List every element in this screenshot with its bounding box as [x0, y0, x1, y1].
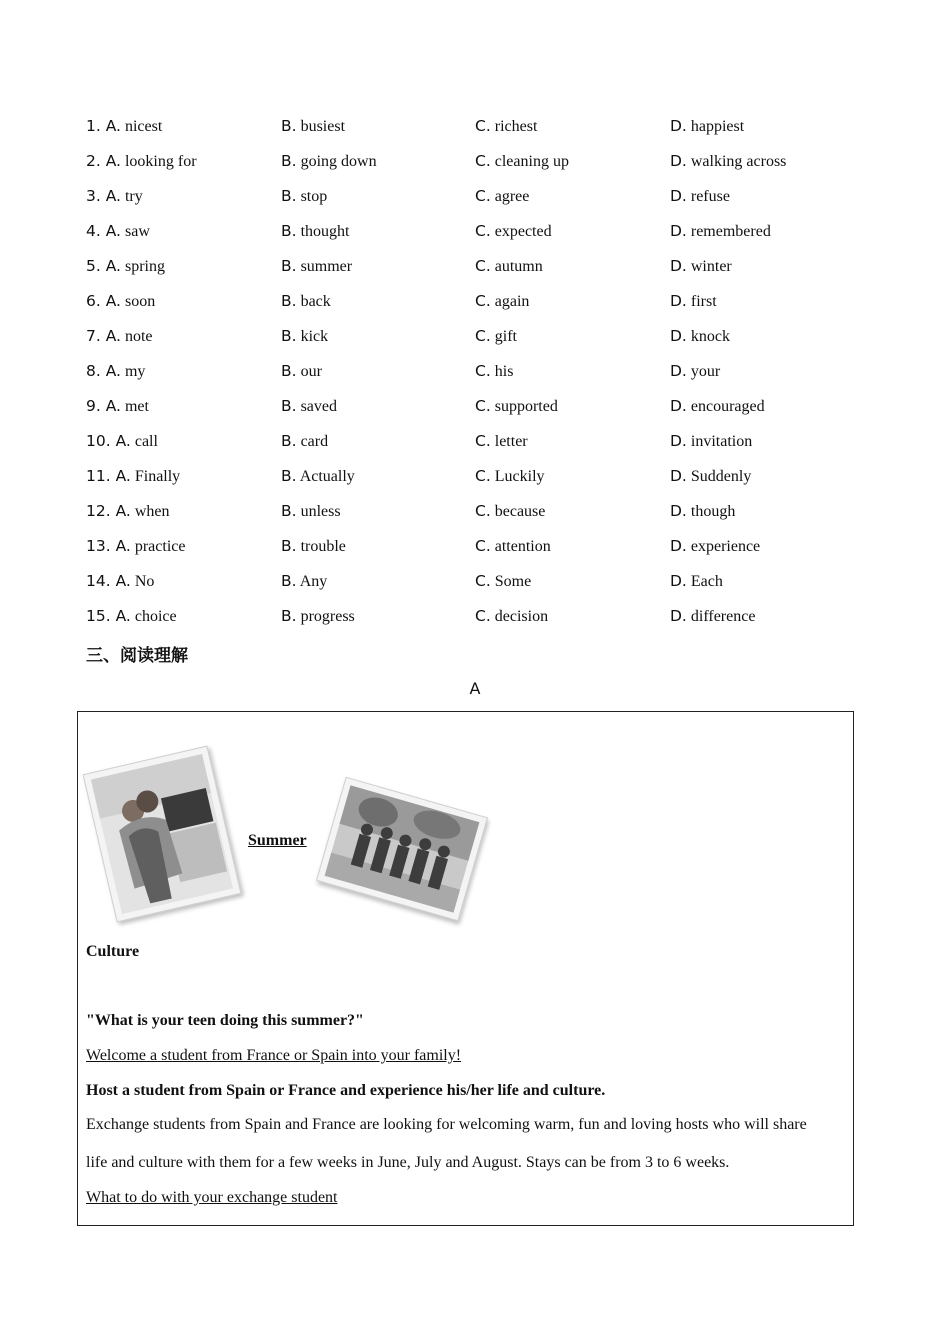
option-c-text: autumn — [494, 258, 543, 275]
option-b-text: thought — [300, 223, 350, 240]
option-d-text: remembered — [690, 223, 771, 240]
option-c — [475, 502, 545, 521]
option-b-text: our — [300, 363, 322, 380]
option-b — [281, 537, 346, 556]
option-c — [475, 292, 529, 311]
option-b-text: trouble — [300, 538, 346, 555]
question-row — [86, 572, 866, 596]
option-d — [670, 502, 735, 521]
option-d-label: D. — [670, 292, 687, 310]
option-c-text: decision — [494, 608, 549, 625]
option-a — [86, 257, 165, 276]
passage-label: A — [469, 679, 481, 698]
option-b — [281, 572, 327, 591]
option-c — [475, 327, 517, 346]
option-d-label: D. — [670, 537, 687, 555]
option-d — [670, 467, 751, 486]
option-a-text: saw — [124, 223, 150, 240]
option-a-text: soon — [124, 293, 156, 310]
paragraph-line-2: life and culture with them for a few weeks in June, July and August. Stays can be from 3 to 6 weeks. — [86, 1154, 730, 1171]
option-c-text: gift — [494, 328, 517, 345]
option-c-label: C. — [475, 152, 491, 170]
question-row — [86, 152, 866, 176]
option-d-label: D. — [670, 432, 687, 450]
question-row — [86, 397, 866, 421]
option-b-text: summer — [300, 258, 353, 275]
option-c-text: expected — [494, 223, 552, 240]
option-b-text: progress — [300, 608, 355, 625]
question-row — [86, 502, 866, 526]
culture-label: Culture — [86, 943, 140, 960]
option-d — [670, 572, 723, 591]
option-a-label: 15. A. — [86, 607, 131, 625]
option-b-label: B. — [281, 537, 297, 555]
question-row — [86, 467, 866, 491]
option-b — [281, 327, 328, 346]
option-c — [475, 572, 531, 591]
option-a-text: choice — [134, 608, 177, 625]
option-d-text: though — [690, 503, 736, 520]
option-c — [475, 537, 551, 556]
option-c-label: C. — [475, 117, 491, 135]
option-a-label: 4. A. — [86, 222, 121, 240]
option-a-text: my — [124, 363, 146, 380]
option-d-label: D. — [670, 572, 687, 590]
option-c-label: C. — [475, 502, 491, 520]
question-row — [86, 537, 866, 561]
option-b-label: B. — [281, 292, 297, 310]
option-c-label: C. — [475, 537, 491, 555]
option-b-label: B. — [281, 152, 297, 170]
option-a-label: 10. A. — [86, 432, 131, 450]
option-b-label: B. — [281, 257, 297, 275]
option-a-label: 13. A. — [86, 537, 131, 555]
paragraph-line-1: Exchange students from Spain and France are looking for welcoming warm, fun and loving hosts who will share — [86, 1116, 807, 1133]
option-d-text: your — [690, 363, 721, 380]
option-a-label: 7. A. — [86, 327, 121, 345]
option-d-label: D. — [670, 257, 687, 275]
option-d-label: D. — [670, 222, 687, 240]
option-b-label: B. — [281, 397, 297, 415]
option-d — [670, 432, 752, 451]
option-c-label: C. — [475, 257, 491, 275]
option-b — [281, 117, 345, 136]
option-b-label: B. — [281, 467, 297, 485]
option-b-text: unless — [300, 503, 341, 520]
option-c-text: richest — [494, 118, 538, 135]
option-d-text: invitation — [690, 433, 753, 450]
option-a — [86, 327, 153, 346]
option-c-text: agree — [494, 188, 530, 205]
option-b-label: B. — [281, 187, 297, 205]
what-to-do-heading: What to do with your exchange student — [86, 1189, 338, 1206]
option-c — [475, 397, 558, 416]
option-a — [86, 187, 143, 206]
option-d-text: difference — [690, 608, 756, 625]
option-a-label: 6. A. — [86, 292, 121, 310]
option-c — [475, 467, 545, 486]
question-row — [86, 117, 866, 141]
summer-label: Summer — [248, 832, 307, 849]
option-d-text: walking across — [690, 153, 787, 170]
option-a — [86, 572, 154, 591]
option-d-text: winter — [690, 258, 732, 275]
option-d-label: D. — [670, 607, 687, 625]
option-b-label: B. — [281, 117, 297, 135]
option-b — [281, 432, 328, 451]
option-c-label: C. — [475, 362, 491, 380]
option-c-text: cleaning up — [494, 153, 569, 170]
option-a-label: 5. A. — [86, 257, 121, 275]
option-a-text: No — [134, 573, 155, 590]
option-a-text: try — [124, 188, 143, 205]
option-d-text: Each — [690, 573, 723, 590]
option-a — [86, 432, 158, 451]
option-b — [281, 397, 337, 416]
option-d — [670, 187, 730, 206]
option-b-text: Any — [299, 573, 328, 590]
option-d-label: D. — [670, 502, 687, 520]
option-d-label: D. — [670, 327, 687, 345]
option-b-text: stop — [300, 188, 328, 205]
option-c-label: C. — [475, 187, 491, 205]
option-d — [670, 537, 760, 556]
option-d-label: D. — [670, 467, 687, 485]
option-c-text: because — [494, 503, 546, 520]
option-c-label: C. — [475, 292, 491, 310]
option-c-text: his — [494, 363, 514, 380]
option-a-text: when — [134, 503, 170, 520]
option-a-label: 9. A. — [86, 397, 121, 415]
option-d — [670, 397, 765, 416]
option-d-label: D. — [670, 187, 687, 205]
option-b-label: B. — [281, 362, 297, 380]
option-d — [670, 222, 771, 241]
option-a — [86, 397, 149, 416]
option-a — [86, 292, 155, 311]
option-d — [670, 362, 720, 381]
option-a — [86, 117, 162, 136]
option-a — [86, 537, 185, 556]
option-b-text: back — [300, 293, 331, 310]
option-a — [86, 467, 180, 486]
option-c-text: Some — [494, 573, 532, 590]
option-d-label: D. — [670, 117, 687, 135]
option-a-label: 1. A. — [86, 117, 121, 135]
option-c-text: Luckily — [494, 468, 545, 485]
option-b — [281, 502, 341, 521]
option-b-text: busiest — [300, 118, 346, 135]
option-b-text: saved — [300, 398, 337, 415]
option-b — [281, 222, 349, 241]
option-a-label: 8. A. — [86, 362, 121, 380]
option-d — [670, 117, 744, 136]
option-c-label: C. — [475, 397, 491, 415]
option-b-text: kick — [300, 328, 329, 345]
option-c-text: attention — [494, 538, 551, 555]
option-a — [86, 502, 170, 521]
option-c-text: again — [494, 293, 530, 310]
option-c — [475, 187, 529, 206]
option-c-text: supported — [494, 398, 558, 415]
option-b — [281, 187, 327, 206]
option-a-label: 2. A. — [86, 152, 121, 170]
question-row — [86, 607, 866, 631]
option-c — [475, 152, 569, 171]
option-b-label: B. — [281, 502, 297, 520]
option-b-label: B. — [281, 327, 297, 345]
option-c — [475, 362, 513, 381]
option-d-text: knock — [690, 328, 730, 345]
option-d-text: encouraged — [690, 398, 765, 415]
option-c-label: C. — [475, 222, 491, 240]
option-a-text: nicest — [124, 118, 163, 135]
option-b-text: Actually — [299, 468, 355, 485]
question-row — [86, 222, 866, 246]
option-c — [475, 432, 528, 451]
option-b-text: card — [300, 433, 329, 450]
option-a-label: 14. A. — [86, 572, 131, 590]
option-b-label: B. — [281, 572, 297, 590]
option-c-label: C. — [475, 327, 491, 345]
option-a-label: 12. A. — [86, 502, 131, 520]
option-b — [281, 257, 352, 276]
option-a-text: looking for — [124, 153, 197, 170]
option-b — [281, 362, 322, 381]
option-b-label: B. — [281, 222, 297, 240]
option-a-text: met — [124, 398, 149, 415]
option-d — [670, 327, 730, 346]
option-a-text: call — [134, 433, 158, 450]
option-b — [281, 152, 377, 171]
option-a — [86, 152, 197, 171]
question-row — [86, 292, 866, 316]
option-c-label: C. — [475, 607, 491, 625]
option-b-label: B. — [281, 607, 297, 625]
option-d-text: happiest — [690, 118, 745, 135]
option-d — [670, 152, 786, 171]
section-title: 三、阅读理解 — [86, 646, 188, 666]
option-d — [670, 607, 755, 626]
option-a — [86, 222, 150, 241]
option-d — [670, 292, 717, 311]
option-c — [475, 607, 548, 626]
option-c — [475, 257, 543, 276]
option-d-text: first — [690, 293, 717, 310]
option-c-label: C. — [475, 467, 491, 485]
option-c-text: letter — [494, 433, 528, 450]
option-a-text: practice — [134, 538, 186, 555]
option-d-label: D. — [670, 362, 687, 380]
option-a — [86, 362, 145, 381]
option-b — [281, 607, 355, 626]
question-row — [86, 187, 866, 211]
option-a-label: 11. A. — [86, 467, 131, 485]
question-row — [86, 327, 866, 351]
option-b — [281, 467, 355, 486]
option-d-label: D. — [670, 397, 687, 415]
option-b-label: B. — [281, 432, 297, 450]
option-c — [475, 222, 552, 241]
option-d-text: refuse — [690, 188, 730, 205]
question-row — [86, 432, 866, 456]
option-b-text: going down — [300, 153, 377, 170]
welcome-heading: Welcome a student from France or Spain into your family! — [86, 1047, 462, 1064]
host-heading: Host a student from Spain or France and experience his/her life and culture. — [86, 1082, 606, 1099]
option-a-text: spring — [124, 258, 165, 275]
option-d — [670, 257, 732, 276]
option-c-label: C. — [475, 572, 491, 590]
question-row — [86, 257, 866, 281]
option-d-text: experience — [690, 538, 761, 555]
ad-question: "What is your teen doing this summer?" — [86, 1012, 364, 1029]
option-c-label: C. — [475, 432, 491, 450]
option-d-label: D. — [670, 152, 687, 170]
question-row — [86, 362, 866, 386]
option-a — [86, 607, 177, 626]
option-b — [281, 292, 331, 311]
option-a-text: Finally — [134, 468, 181, 485]
option-c — [475, 117, 537, 136]
option-a-label: 3. A. — [86, 187, 121, 205]
option-d-text: Suddenly — [690, 468, 752, 485]
option-a-text: note — [124, 328, 153, 345]
